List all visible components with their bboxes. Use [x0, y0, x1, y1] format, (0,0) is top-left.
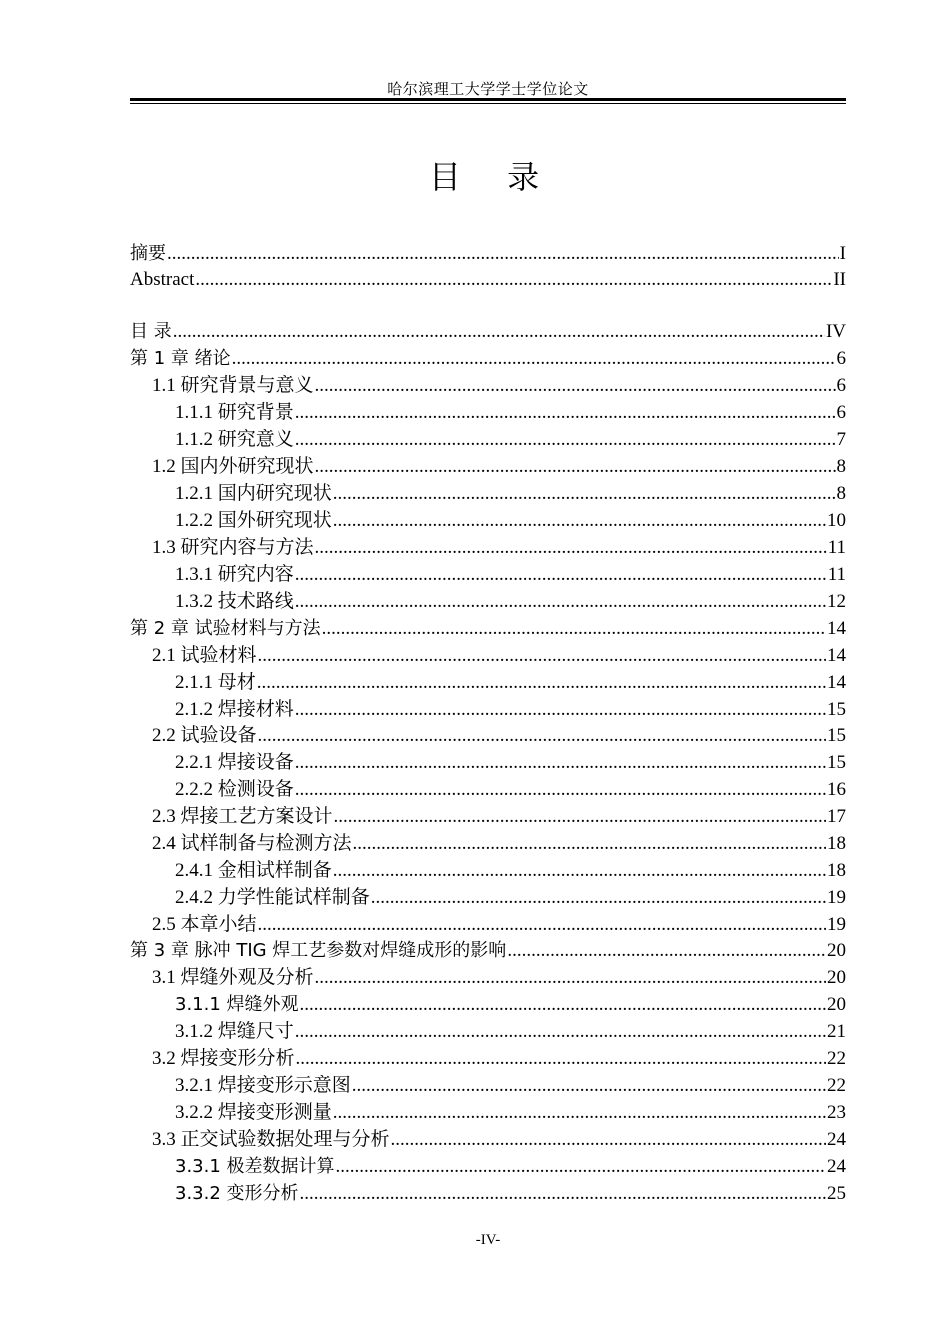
- toc-entry[interactable]: [152, 534, 846, 561]
- toc-entry[interactable]: [152, 1045, 846, 1072]
- toc-leader-dots: [333, 857, 826, 884]
- toc-entry-page-number: II: [833, 269, 846, 290]
- toc-leader-dots: [333, 1099, 826, 1126]
- toc-entry-page-number: 17: [827, 806, 846, 827]
- toc-entry-label: 2.1.2 焊接材料: [175, 699, 294, 720]
- toc-entry[interactable]: [152, 830, 846, 857]
- toc-entry-page-number: 22: [827, 1075, 846, 1096]
- toc-entry-label: 第 1 章 绪论: [130, 348, 231, 369]
- toc-leader-dots: [295, 426, 836, 453]
- toc-entry-page-number: 14: [827, 618, 846, 639]
- toc-leader-dots: [315, 964, 826, 991]
- toc-entry-label: 3.3.1 极差数据计算: [175, 1156, 335, 1177]
- toc-leader-dots: [352, 1072, 826, 1099]
- toc-entry-page-number: 6: [836, 402, 846, 423]
- toc-entry-label: 1.3.2 技术路线: [175, 591, 294, 612]
- toc-leader-dots: [334, 803, 826, 830]
- toc-entry[interactable]: [175, 857, 846, 884]
- toc-entry-page-number: 23: [827, 1102, 846, 1123]
- page-title: 目 录: [428, 158, 548, 196]
- toc-entry[interactable]: [175, 991, 846, 1018]
- toc-leader-dots: [295, 399, 836, 426]
- toc-entry-label: 3.3 正交试验数据处理与分析: [152, 1129, 390, 1150]
- toc-leader-dots: [295, 588, 826, 615]
- toc-entry-page-number: 14: [827, 672, 846, 693]
- running-header: 哈尔滨理工大学学士学位论文: [387, 82, 589, 98]
- toc-leader-dots: [167, 240, 839, 267]
- toc-entry-page-number: 19: [827, 914, 846, 935]
- toc-entry[interactable]: [175, 884, 846, 911]
- toc-entry[interactable]: [175, 480, 846, 507]
- toc-leader-dots: [353, 830, 826, 857]
- toc-entry[interactable]: [175, 1153, 846, 1180]
- toc-entry-label: 3.2 焊接变形分析: [152, 1048, 295, 1069]
- toc-entry-page-number: IV: [825, 321, 846, 342]
- toc-entry-label: 1.2.1 国内研究现状: [175, 483, 332, 504]
- toc-entry[interactable]: [130, 266, 846, 293]
- header-rule-thin: [130, 103, 846, 104]
- toc-entry-page-number: 21: [827, 1021, 846, 1042]
- toc-leader-dots: [333, 480, 836, 507]
- toc-entry[interactable]: [152, 453, 846, 480]
- toc-leader-dots: [258, 642, 826, 669]
- toc-entry-page-number: 20: [827, 940, 846, 961]
- header-rule-thick: [130, 98, 846, 101]
- toc-entry[interactable]: [175, 1180, 846, 1207]
- toc-entry[interactable]: [175, 588, 846, 615]
- toc-entry-page-number: 6: [836, 348, 846, 369]
- toc-leader-dots: [315, 453, 836, 480]
- toc-entry-page-number: 15: [827, 752, 846, 773]
- toc-entry-label: 第 2 章 试验材料与方法: [130, 618, 321, 639]
- toc-entry-page-number: 25: [827, 1183, 846, 1204]
- toc-entry-page-number: 15: [827, 699, 846, 720]
- toc-entry-page-number: I: [839, 243, 846, 264]
- toc-entry[interactable]: [152, 372, 846, 399]
- toc-entry[interactable]: [152, 911, 846, 938]
- toc-entry-label: 3.1 焊缝外观及分析: [152, 967, 314, 988]
- toc-entry-label: 2.2.1 焊接设备: [175, 752, 294, 773]
- toc-entry-label: 1.1.2 研究意义: [175, 429, 294, 450]
- toc-entry-label: 3.1.2 焊缝尺寸: [175, 1021, 294, 1042]
- toc-entry-page-number: 22: [827, 1048, 846, 1069]
- toc-leader-dots: [295, 749, 826, 776]
- toc-entry-page-number: 18: [827, 860, 846, 881]
- toc-entry[interactable]: [175, 776, 846, 803]
- toc-entry[interactable]: [175, 1072, 846, 1099]
- toc-entry-label: 1.2 国内外研究现状: [152, 456, 314, 477]
- toc-entry-page-number: 24: [827, 1156, 846, 1177]
- toc-entry[interactable]: [175, 669, 846, 696]
- toc-entry[interactable]: [130, 937, 846, 964]
- page-number-footer: -IV-: [475, 1232, 501, 1248]
- toc-leader-dots: [315, 534, 827, 561]
- toc-entry-label: 1.1.1 研究背景: [175, 402, 294, 423]
- toc-leader-dots: [295, 1018, 826, 1045]
- toc-entry[interactable]: [130, 345, 846, 372]
- toc-leader-dots: [257, 669, 826, 696]
- toc-entry-page-number: 7: [836, 429, 846, 450]
- toc-leader-dots: [296, 1045, 826, 1072]
- toc-entry-label: 3.2.2 焊接变形测量: [175, 1102, 332, 1123]
- toc-entry-label: 3.2.1 焊接变形示意图: [175, 1075, 351, 1096]
- toc-entry-page-number: 6: [836, 375, 846, 396]
- toc-leader-dots: [507, 937, 826, 964]
- toc-entry-label: 2.2 试验设备: [152, 725, 257, 746]
- toc-entry[interactable]: [130, 318, 846, 345]
- toc-entry-page-number: 18: [827, 833, 846, 854]
- toc-entry-label: 第 3 章 脉冲 TIG 焊工艺参数对焊缝成形的影响: [130, 940, 507, 961]
- toc-leader-dots: [315, 372, 836, 399]
- toc-leader-dots: [195, 266, 832, 293]
- toc-leader-dots: [300, 1180, 826, 1207]
- toc-entry[interactable]: [152, 1126, 846, 1153]
- toc-entry-label: 1.1 研究背景与意义: [152, 375, 314, 396]
- toc-entry-page-number: 15: [827, 725, 846, 746]
- toc-leader-dots: [232, 345, 836, 372]
- toc-entry[interactable]: [175, 1099, 846, 1126]
- toc-leader-dots: [258, 911, 826, 938]
- toc-entry-label: 摘要: [130, 243, 166, 264]
- toc-entry-page-number: 8: [836, 483, 846, 504]
- toc-entry[interactable]: [175, 696, 846, 723]
- toc-entry-label: 3.1.1 焊缝外观: [175, 994, 299, 1015]
- toc-entry[interactable]: [130, 615, 846, 642]
- toc-leader-dots: [295, 696, 826, 723]
- toc-entry-page-number: 8: [836, 456, 846, 477]
- toc-entry[interactable]: [175, 749, 846, 776]
- toc-entry[interactable]: [175, 426, 846, 453]
- toc-entry[interactable]: [175, 399, 846, 426]
- toc-entry-label: 1.2.2 国外研究现状: [175, 510, 332, 531]
- toc-leader-dots: [391, 1126, 826, 1153]
- toc-leader-dots: [300, 991, 826, 1018]
- toc-leader-dots: [336, 1153, 826, 1180]
- toc-entry-page-number: 24: [827, 1129, 846, 1150]
- toc-entry-label: 2.2.2 检测设备: [175, 779, 294, 800]
- toc-entry-page-number: 10: [827, 510, 846, 531]
- toc-entry-label: 2.4.2 力学性能试样制备: [175, 887, 370, 908]
- toc-entry[interactable]: [152, 964, 846, 991]
- toc-entry-label: 1.3 研究内容与方法: [152, 537, 314, 558]
- toc-entry[interactable]: [152, 803, 846, 830]
- toc-leader-dots: [295, 776, 826, 803]
- toc-entry-label: 2.3 焊接工艺方案设计: [152, 806, 333, 827]
- toc-entry-page-number: 20: [827, 994, 846, 1015]
- toc-leader-dots: [258, 722, 826, 749]
- toc-leader-dots: [322, 615, 826, 642]
- toc-leader-dots: [333, 507, 826, 534]
- toc-entry-label: 2.4 试样制备与检测方法: [152, 833, 352, 854]
- toc-entry-label: 1.3.1 研究内容: [175, 564, 294, 585]
- toc-entry-label: 2.1.1 母材: [175, 672, 256, 693]
- toc-entry[interactable]: [152, 722, 846, 749]
- toc-leader-dots: [173, 318, 825, 345]
- toc-entry-page-number: 19: [827, 887, 846, 908]
- toc-entry-page-number: 12: [827, 591, 846, 612]
- toc-entry-label: 2.1 试验材料: [152, 645, 257, 666]
- toc-leader-dots: [371, 884, 826, 911]
- toc-entry[interactable]: [175, 507, 846, 534]
- toc-entry[interactable]: [130, 240, 846, 267]
- toc-entry-page-number: 16: [827, 779, 846, 800]
- toc-entry-label: Abstract: [130, 269, 195, 290]
- toc-entry-label: 3.3.2 变形分析: [175, 1183, 299, 1204]
- toc-entry[interactable]: [175, 561, 846, 588]
- toc-leader-dots: [295, 561, 827, 588]
- toc-entry-page-number: 11: [827, 537, 846, 558]
- toc-entry-label: 2.5 本章小结: [152, 914, 257, 935]
- toc-entry-label: 目 录: [130, 321, 172, 342]
- toc-entry-page-number: 14: [827, 645, 846, 666]
- toc-entry[interactable]: [175, 1018, 846, 1045]
- toc-entry-page-number: 11: [827, 564, 846, 585]
- toc-entry-label: 2.4.1 金相试样制备: [175, 860, 332, 881]
- toc-entry[interactable]: [152, 642, 846, 669]
- toc-entry-page-number: 20: [827, 967, 846, 988]
